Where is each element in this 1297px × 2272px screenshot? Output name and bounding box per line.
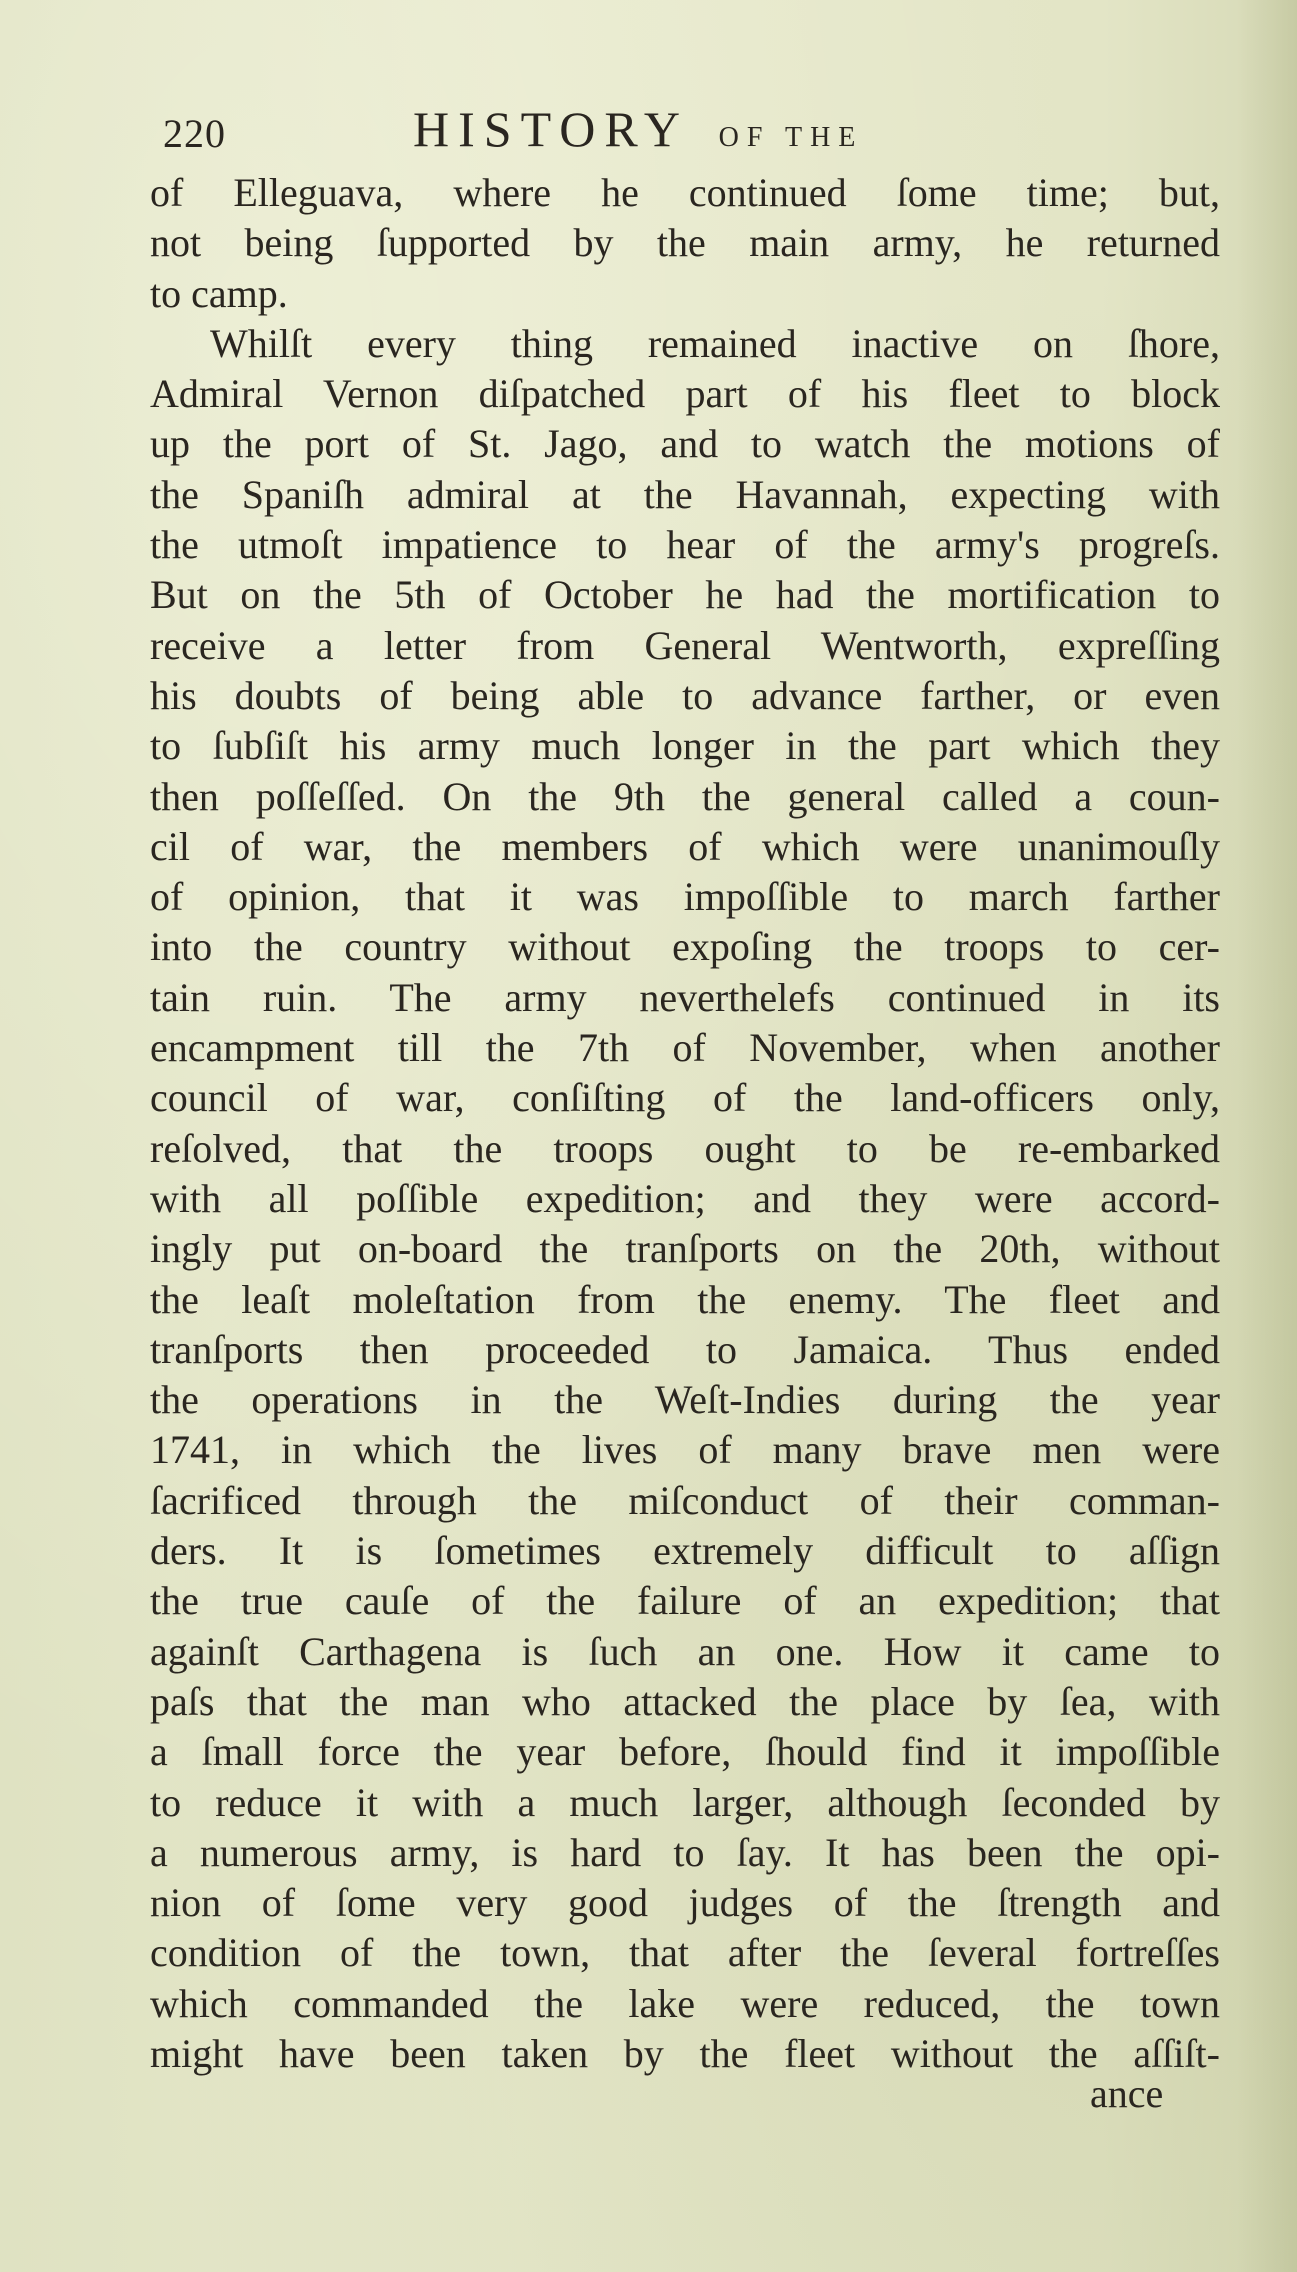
text-line: nion of ſome very good judges of the ſtrength and	[150, 1880, 1220, 1926]
text-line: Admiral Vernon diſpatched part of his fleet to block	[150, 371, 1220, 417]
text-line: with all poſſible expedition; and they were accord-	[150, 1175, 1220, 1221]
text-line: paſs that the man who attacked the place by ſea, with	[150, 1678, 1220, 1724]
text-line: a numerous army, is hard to ſay. It has been the opi-	[150, 1829, 1220, 1875]
text-line: to ſubſiſt his army much longer in the part which they	[150, 723, 1220, 769]
text-line: to camp.	[150, 270, 288, 316]
text-line: the Spaniſh admiral at the Havannah, expecting with	[150, 471, 1220, 517]
text-line: encampment till the 7th of November, when another	[150, 1025, 1220, 1071]
text-line: 1741, in which the lives of many brave men were	[150, 1427, 1220, 1473]
text-line: council of war, conſiſting of the land-officers only,	[150, 1075, 1220, 1121]
text-line: ingly put on-board the tranſports on the 20th, without	[150, 1226, 1220, 1272]
page-number: 220	[163, 111, 226, 156]
running-title-small: OF THE	[718, 122, 864, 153]
text-line: of Elleguava, where he continued ſome time; but,	[150, 170, 1220, 215]
text-line: might have been taken by the fleet without the aſſiſt-	[150, 2030, 1220, 2076]
text-line: But on the 5th of October he had the mortification to	[150, 572, 1220, 618]
text-line: the leaſt moleſtation from the enemy. The fleet and	[150, 1276, 1220, 1322]
text-line: which commanded the lake were reduced, the town	[150, 1980, 1220, 2026]
catchword: ance	[1090, 2071, 1164, 2116]
text-line: to reduce it with a much larger, although ſeconded by	[150, 1779, 1220, 1825]
text-line: againſt Carthagena is ſuch an one. How it came to	[150, 1628, 1220, 1674]
text-line: reſolved, that the troops ought to be re-embarked	[150, 1125, 1220, 1171]
text-line: tranſports then proceeded to Jamaica. Thus ended	[150, 1326, 1220, 1372]
text-line: up the port of St. Jago, and to watch the motions of	[150, 421, 1220, 467]
text-line: then poſſeſſed. On the 9th the general called a coun-	[150, 773, 1220, 819]
page-gutter-shadow	[1237, 0, 1297, 2272]
text-line: the true cauſe of the failure of an expedition; that	[150, 1578, 1220, 1624]
body-text	[150, 168, 1220, 2079]
text-line: ſacrificed through the miſconduct of their comman-	[150, 1477, 1220, 1523]
running-title	[413, 100, 863, 158]
text-line: not being ſupported by the main army, he returned	[150, 220, 1220, 266]
text-line: into the country without expoſing the troops to cer-	[150, 924, 1220, 970]
text-line: tain ruin. The army neverthelefs continued in its	[150, 974, 1220, 1020]
text-line: a ſmall force the year before, ſhould find it impoſſible	[150, 1729, 1220, 1775]
text-line: the operations in the Weſt-Indies during the year	[150, 1377, 1220, 1423]
running-title-main: HISTORY	[413, 101, 688, 157]
text-line: receive a letter from General Wentworth, expreſſing	[150, 622, 1220, 668]
text-line: cil of war, the members of which were unanimouſly	[150, 823, 1220, 869]
text-line: ders. It is ſometimes extremely difficult to aſſign	[150, 1528, 1220, 1574]
text-line: his doubts of being able to advance farther, or even	[150, 672, 1220, 718]
text-line: the utmoſt impatience to hear of the army's progreſs.	[150, 522, 1220, 568]
text-line: condition of the town, that after the ſeveral fortreſſes	[150, 1930, 1220, 1976]
text-line: Whilſt every thing remained inactive on ſhore,	[210, 320, 1220, 366]
text-line: of opinion, that it was impoſſible to march farther	[150, 874, 1220, 920]
running-head	[163, 100, 1223, 170]
